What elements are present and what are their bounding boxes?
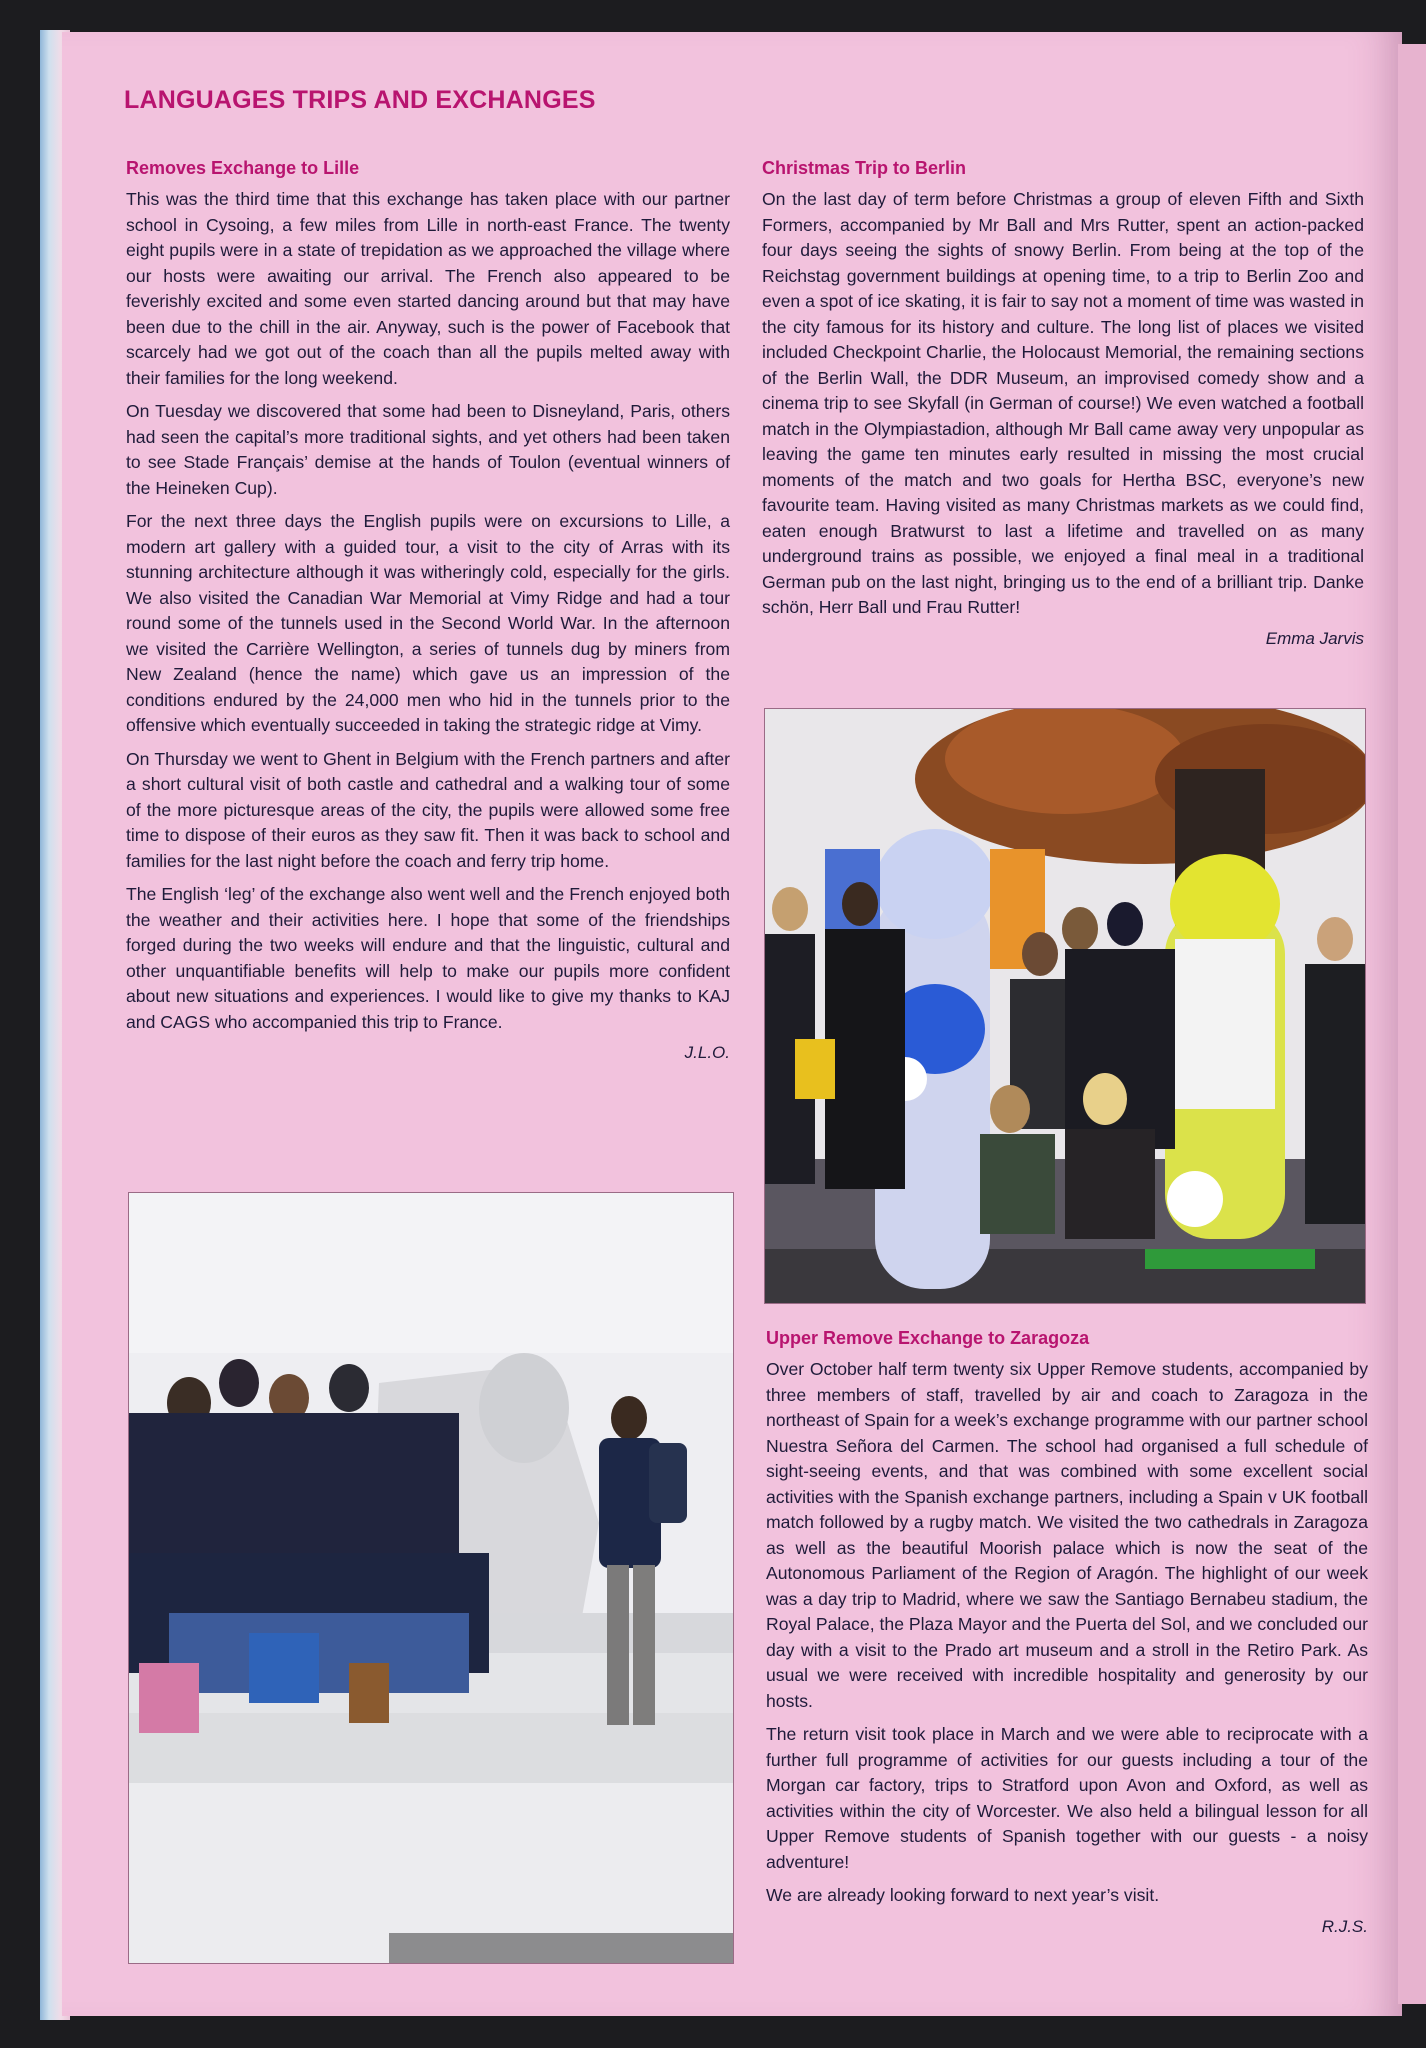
zaragoza-article bbox=[766, 1328, 1368, 1937]
lille-paragraph: This was the third time that this exchange has taken place with our partner school in Cysoing, a few miles from Lille in north-east France. The twenty eight pupils were in a state of trepidation as we approached the village where our hosts were awaiting our arrival. The French also appeared to be feverishly excited and some even started dancing around but that may have been due to the chill in the air. Anyway, such is the power of Facebook that scarcely had we got out of the coach than all the pupils melted away with their families for the long weekend. bbox=[126, 189, 730, 388]
lille-title: Removes Exchange to Lille bbox=[126, 158, 360, 178]
zaragoza-paragraph: The return visit took place in March and we were able to reciprocate with a further full programme of activities for our guests including a tour of the Morgan car factory, trips to Stratford upon Avon and Oxford, as well as activities within the city of Worcester. We also held a bilingual lesson for all Upper Remove students of Spanish together with our guests - a noisy adventure! bbox=[766, 1724, 1368, 1872]
zaragoza-paragraph: We are already looking forward to next year’s visit. bbox=[766, 1885, 1160, 1905]
page-heading: LANGUAGES TRIPS AND EXCHANGES bbox=[124, 86, 596, 114]
berlin-article bbox=[762, 158, 1364, 649]
lille-signature: J.L.O. bbox=[684, 1043, 730, 1062]
lille-paragraph: On Tuesday we discovered that some had been to Disneyland, Paris, others had seen the capital’s more traditional sights, and yet others had been taken to see Stade Français’ demise at the hands of Toulon (eventual winners of the Heineken Cup). bbox=[126, 401, 730, 498]
zaragoza-title: Upper Remove Exchange to Zaragoza bbox=[766, 1328, 1090, 1348]
zaragoza-signature: R.J.S. bbox=[1321, 1916, 1368, 1936]
lille-paragraph: The English ‘leg’ of the exchange also went well and the French enjoyed both the weather and their activities here. I hope that some of the friendships forged during the two weeks will endure and that the linguistic, cultural and other unquantifiable benefits will help to make our pupils more confident about new situations and experiences. I would like to give my thanks to KAJ and CAGS who accompanied this trip to France. bbox=[126, 884, 730, 1032]
lille-article bbox=[126, 158, 730, 1063]
berlin-signature: Emma Jarvis bbox=[1265, 628, 1364, 648]
lille-paragraph: On Thursday we went to Ghent in Belgium with the French partners and after a short cultural visit of both castle and cathedral and a walking tour of some of the more picturesque areas of the city, the pupils were allowed some free time to dispose of their euros as they saw fit. Then it was back to school and families for the last night before the coach and ferry trip home. bbox=[126, 748, 730, 871]
lille-paragraph: For the next three days the English pupils were on excursions to Lille, a modern art gallery with a guided tour, a visit to the city of Arras with its stunning architecture although it was witheringly cold, especially for the girls. We also visited the Canadian War Memorial at Vimy Ridge and had a tour round some of the tunnels used in the Second World War. In the afternoon we visited the Carrière Wellington, a series of tunnels dug by miners from New Zealand (hence the name) which gave us an impression of the conditions endured by the 24,000 men who hid in the tunnels prior to the offensive which eventually succeeded in taking the strategic ridge at Vimy. bbox=[126, 511, 730, 735]
berlin-bears-photo bbox=[764, 708, 1366, 1304]
zaragoza-paragraph: Over October half term twenty six Upper Remove students, accompanied by three members of staff, travelled by air and coach to Zaragoza in the northeast of Spain for a week’s exchange programme with our partner school Nuestra Señora del Carmen. The school had organised a full schedule of sight-seeing events, and that was combined with some excellent social activities with the Spanish exchange partners, including a Spain v UK football match followed by a rugby match. We visited the two cathedrals in Zaragoza as well as the beautiful Moorish palace which is now the seat of the Autonomous Parliament of the Region of Aragón. The highlight of our week was a day trip to Madrid, where we saw the Santiago Bernabeu stadium, the Royal Palace, the Plaza Mayor and the Puerta del Sol, and we concluded our day with a visit to the Prado art museum and a stroll in the Retiro Park. As usual we were received with incredible hospitality and generosity by our hosts. bbox=[766, 1359, 1368, 1711]
berlin-title: Christmas Trip to Berlin bbox=[762, 158, 967, 178]
berlin-paragraph: On the last day of term before Christmas a group of eleven Fifth and Sixth Formers, accompanied by Mr Ball and Mrs Rutter, spent an action-packed four days seeing the sights of snowy Berlin. From being at the top of the Reichstag government buildings at opening time, to a trip to Berlin Zoo and even a spot of ice skating, it is fair to say not a moment of time was wasted in the city famous for its history and culture. The long list of places we visited included Checkpoint Charlie, the Holocaust Memorial, the remaining sections of the Berlin Wall, the DDR Museum, an improvised comedy show and a cinema trip to see Skyfall (in German of course!) We even watched a football match in the Olympiastadion, although Mr Ball came away very unpopular as leaving the game ten minutes early resulted in missing the most crucial moments of the match and two goals for Hertha BSC, everyone’s new favourite team. Having visited as many Christmas markets as we could find, eaten enough Bratwurst to last a lifetime and travelled on as many underground trains as possible, we enjoyed a final meal in a traditional German pub on the last night, bringing us to the end of a brilliant trip. Danke schön, Herr Ball und Frau Rutter! bbox=[762, 189, 1364, 617]
page-edge bbox=[1398, 44, 1426, 2004]
vimy-memorial-photo bbox=[128, 1192, 734, 1964]
